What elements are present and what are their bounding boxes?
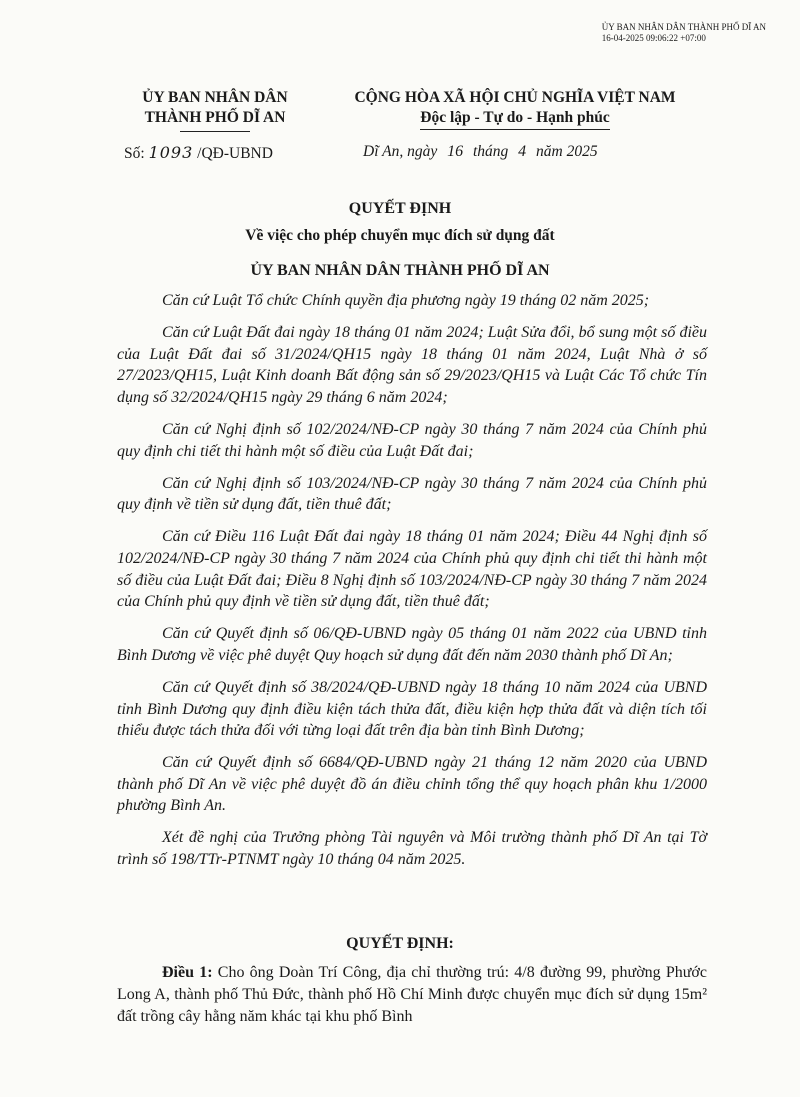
date-prefix: Dĩ An, ngày xyxy=(363,143,438,160)
legal-basis-paragraph: Căn cứ Quyết định số 38/2024/QĐ-UBND ngày 18 tháng 10 năm 2024 của UBND tỉnh Bình Dương quy định điều kiện tách thửa đất, điều kiện hợp thửa đất và diện tích tối thiểu được tách thửa đối với từng loại đất trên địa bàn tỉnh Bình Dương; xyxy=(117,678,707,740)
legal-basis-paragraph: Căn cứ Quyết định số 6684/QĐ-UBND ngày 21 tháng 12 năm 2020 của UBND thành phố Dĩ An về việc phê duyệt đồ án điều chỉnh tổng thể quy hoạch phân khu 1/2000 phường Bình An. xyxy=(117,754,707,815)
authority-line-1: ỦY BAN NHÂN DÂN xyxy=(142,89,288,106)
date-day: 16 xyxy=(447,143,464,160)
document-number xyxy=(124,143,273,163)
date-month-label: tháng xyxy=(472,143,509,160)
article-1-label: Điều 1: xyxy=(162,964,213,981)
issuing-authority-header xyxy=(120,88,310,132)
legal-basis-paragraph: Căn cứ Nghị định số 102/2024/NĐ-CP ngày 30 tháng 7 năm 2024 của Chính phủ quy định chi tiết thi hành một số điều của Luật Đất đai; xyxy=(117,420,707,460)
article-1-text: Cho ông Doàn Trí Công, địa chỉ thường trú: 4/8 đường 99, phường Phước Long A, thành phố Thủ Đức, thành phố Hồ Chí Minh được chuyển mục đích sử dụng 15m² đất trồng cây hằng năm khác tại khu phố Bình xyxy=(117,964,707,1025)
national-name: CỘNG HÒA XÃ HỘI CHỦ NGHĨA VIỆT NAM xyxy=(354,89,676,106)
stamp-org: ỦY BAN NHÂN DÂN THÀNH PHỐ DĨ AN xyxy=(601,22,766,32)
doc-number-suffix: /QĐ-UBND xyxy=(197,145,273,162)
digital-signature-stamp xyxy=(602,22,766,44)
legal-bases xyxy=(117,290,707,881)
legal-basis-paragraph: Căn cứ Luật Đất đai ngày 18 tháng 01 năm 2024; Luật Sửa đổi, bổ sung một số điều của Luật Đất đai số 31/2024/QH15 ngày 18 tháng 01 năm 2024, Luật Nhà ở số 27/2023/QH15, Luật Kinh doanh Bất động sản số 29/2023/QH15 và Luật Các Tổ chức Tín dụng số 32/2024/QH15 ngày 29 tháng 6 năm 2024; xyxy=(117,324,707,406)
decision-heading: QUYẾT ĐỊNH: xyxy=(346,935,454,952)
document-date xyxy=(363,143,598,161)
doc-number-handwritten: 1093 xyxy=(148,143,194,162)
date-year: năm 2025 xyxy=(536,143,598,160)
authority-line-2: THÀNH PHỐ DĨ AN xyxy=(144,109,286,126)
proposal-paragraph: Xét đề nghị của Trưởng phòng Tài nguyên và Môi trường thành phố Dĩ An tại Tờ trình số 198/TTr-PTNMT ngày 10 tháng 04 năm 2025. xyxy=(117,829,707,869)
national-header xyxy=(330,88,700,130)
document-title: QUYẾT ĐỊNH xyxy=(348,200,452,217)
legal-basis-paragraph: Căn cứ Điều 116 Luật Đất đai ngày 18 tháng 01 năm 2024; Điều 44 Nghị định số 102/2024/NĐ-CP ngày 30 tháng 7 năm 2024 của Chính phủ quy định chi tiết thi hành một số điều của Luật Đất đai; Điều 8 Nghị định số 103/2024/NĐ-CP ngày 30 tháng 7 năm 2024 của Chính phủ quy định về tiền sử dụng đất, tiền thuê đất; xyxy=(117,528,707,611)
stamp-timestamp: 16-04-2025 09:06:22 +07:00 xyxy=(601,33,706,43)
document-subject: Về việc cho phép chuyển mục đích sử dụng đất xyxy=(245,227,555,244)
issuing-authority-title: ỦY BAN NHÂN DÂN THÀNH PHỐ DĨ AN xyxy=(250,262,550,279)
national-motto: Độc lập - Tự do - Hạnh phúc xyxy=(420,108,609,130)
date-month: 4 xyxy=(518,143,527,160)
authority-underline xyxy=(180,131,250,132)
article-1 xyxy=(117,962,707,1028)
legal-basis-paragraph: Căn cứ Nghị định số 103/2024/NĐ-CP ngày 30 tháng 7 năm 2024 của Chính phủ quy định về tiền sử dụng đất, tiền thuê đất; xyxy=(117,474,707,514)
legal-basis-paragraph: Căn cứ Luật Tổ chức Chính quyền địa phương ngày 19 tháng 02 năm 2025; xyxy=(162,292,650,309)
doc-number-prefix: Số: xyxy=(124,145,145,162)
legal-basis-paragraph: Căn cứ Quyết định số 06/QĐ-UBND ngày 05 tháng 01 năm 2022 của UBND tỉnh Bình Dương về việc phê duyệt Quy hoạch sử dụng đất đến năm 2030 thành phố Dĩ An; xyxy=(117,625,707,664)
